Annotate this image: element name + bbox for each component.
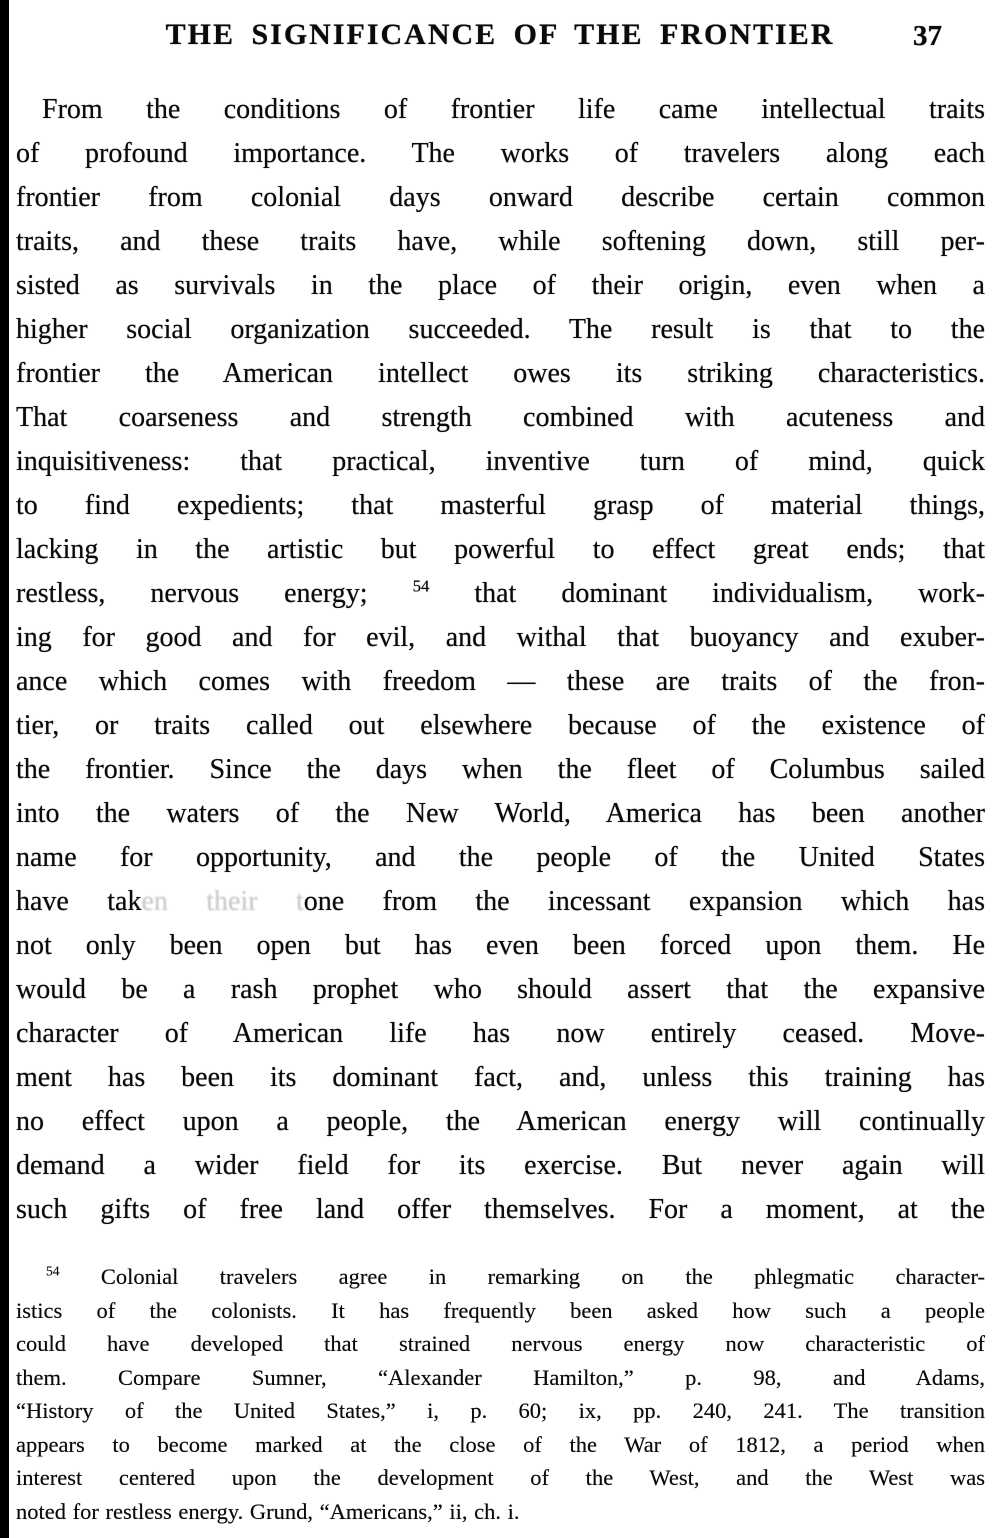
body-line: frontier the American intellect owes its striking characteristics. [16,358,985,389]
body-line: ance which comes with freedom — these are traits of the fron- [16,666,985,697]
body-line-smudged [16,880,985,924]
body-line: no effect upon a people, the American energy will continually [16,1106,985,1137]
footnote-ref-54: 54 [412,576,430,596]
body-line-segment: that dominant individualism, work- [429,578,986,609]
body-line: traits, and these traits have, while softening down, still per- [16,226,985,257]
body-line: sisted as survivals in the place of their origin, even when a [16,270,985,301]
body-line: not only been open but has even been forced upon them. He [16,930,985,961]
body-line: character of American life has now entirely ceased. Move- [16,1018,985,1049]
footnote-line [16,1260,985,1294]
body-line: demand a wider field for its exercise. But never again will [16,1150,985,1181]
body-line-segment: restless, nervous energy; [16,578,413,609]
footnote-line: them. Compare Sumner, “Alexander Hamilton,” p. 98, and Adams, [16,1364,985,1390]
body-line: into the waters of the New World, America has been another [16,798,985,829]
body-line: the frontier. Since the days when the fleet of Columbus sailed [16,754,985,785]
body-line: From the conditions of frontier life came intellectual traits [42,94,985,125]
body-line: would be a rash prophet who should assert that the expansive [16,974,985,1005]
smudged-text: en their t [141,886,304,917]
page-header [0,18,1000,52]
body-line: of profound importance. The works of travelers along each [16,138,985,169]
footnote-marker-54: 54 [46,1263,60,1279]
footnote-line: could have developed that strained nervous energy now characteristic of [16,1331,985,1356]
footnote-line-segment: Colonial travelers agree in remarking on the phlegmatic character- [59,1264,985,1289]
body-line: to find expedients; that masterful grasp of material things, [16,490,985,521]
body-line: higher social organization succeeded. The result is that to the [16,314,985,345]
footnote-line: “History of the United States,” i, p. 60; ix, pp. 240, 241. The transition [16,1398,985,1423]
footnote-line: appears to become marked at the close of the War of 1812, a period when [16,1431,985,1457]
page-number: 37 [913,20,942,52]
body-line: inquisitiveness: that practical, inventive turn of mind, quick [16,446,985,477]
footnote [16,1260,985,1528]
page-title: THE SIGNIFICANCE OF THE FRONTIER [165,18,835,51]
body-line: That coarseness and strength combined with acuteness and [16,402,985,433]
scan-edge-bar [0,0,9,1538]
body-line: ing for good and for evil, and withal that buoyancy and exuber- [16,622,985,653]
body-text [16,88,985,1232]
body-line-segment: one from the incessant expansion which has [303,886,985,917]
footnote-line: noted for restless energy. Grund, “Americans,” ii, ch. i. [16,1498,520,1524]
body-line: frontier from colonial days onward describe certain common [16,182,985,213]
body-line: ment has been its dominant fact, and, unless this training has [16,1062,985,1093]
body-line: lacking in the artistic but powerful to effect great ends; that [16,534,985,565]
body-line: tier, or traits called out elsewhere because of the existence of [16,710,985,741]
footnote-line: istics of the colonists. It has frequently been asked how such a people [16,1297,985,1323]
footnote-line: interest centered upon the development of the West, and the West was [16,1465,985,1490]
body-line-with-footnote-ref [16,572,985,616]
body-line: such gifts of free land offer themselves. For a moment, at the [16,1194,985,1225]
body-line: name for opportunity, and the people of the United States [16,842,985,873]
body-line-segment: have tak [16,886,142,917]
